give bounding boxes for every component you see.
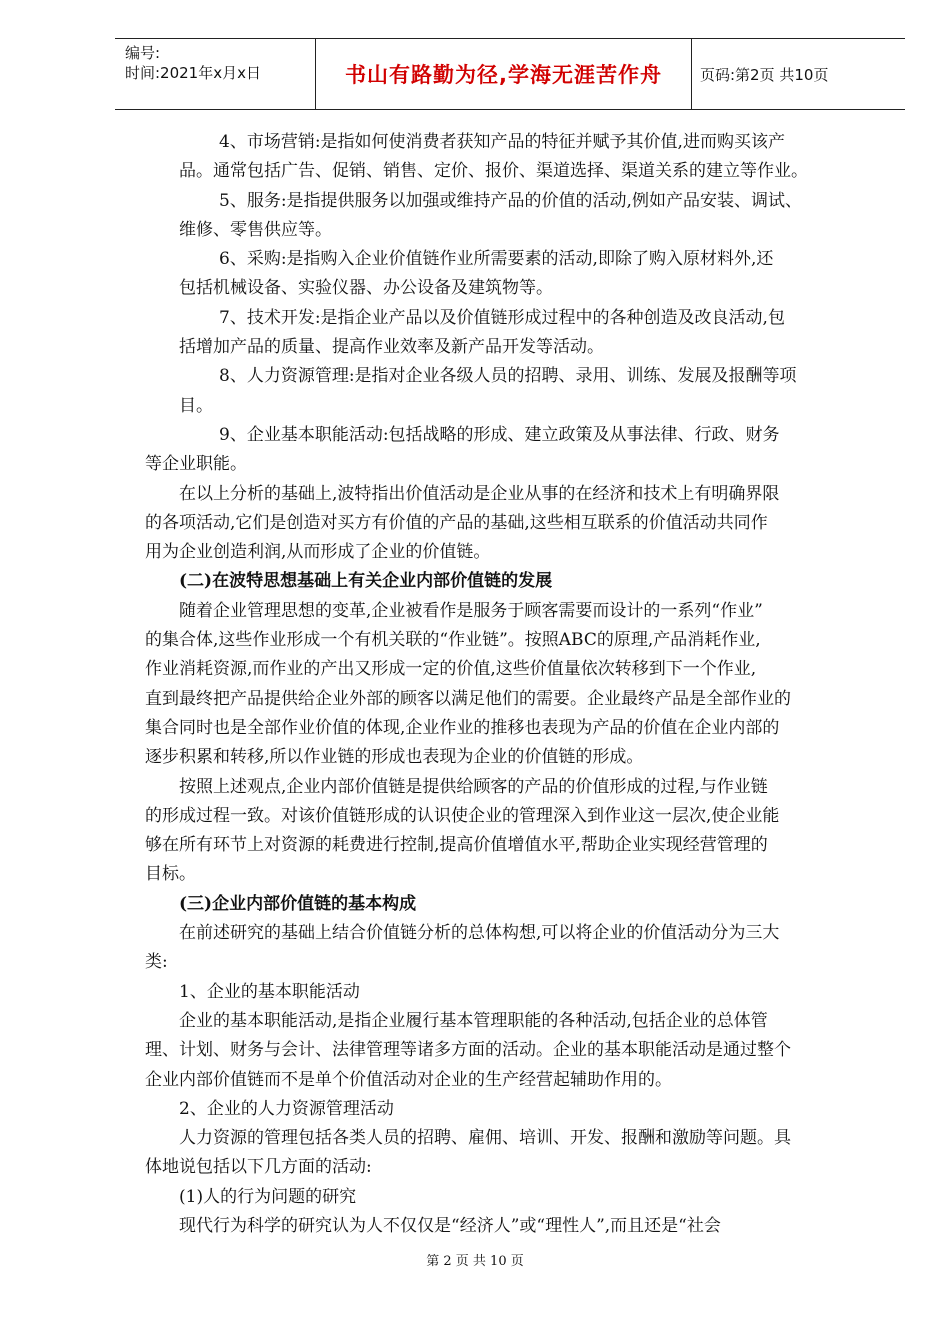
body-text-line: 4、市场营销:是指如何使消费者获知产品的特征并赋予其价值,进而购买该产 <box>219 132 785 152</box>
header-page-info-cell <box>700 39 905 109</box>
body-text-line: 在以上分析的基础上,波特指出价值活动是企业从事的在经济和技术上有明确界限 <box>179 483 780 504</box>
body-text-line: 8、人力资源管理:是指对企业各级人员的招聘、录用、训练、发展及报酬等项 <box>219 366 797 387</box>
body-text-line: 按照上述观点,企业内部价值链是提供给顾客的产品的价值形成的过程,与作业链 <box>179 776 768 797</box>
body-text-line: 等企业职能。 <box>145 454 247 475</box>
body-text-line: 的各项活动,它们是创造对买方有价值的产品的基础,这些相互联系的价值活动共同作 <box>145 512 768 533</box>
body-text-line: 括增加产品的质量、提高作业效率及新产品开发等活动。 <box>179 337 604 358</box>
header-meta <box>115 39 315 109</box>
body-text-line: 6、采购:是指购入企业价值链作业所需要素的活动,即除了购入原材料外,还 <box>219 249 774 270</box>
body-text-line: 类: <box>145 952 168 973</box>
body-text-line: 理、计划、财务与会计、法律管理等诸多方面的活动。企业的基本职能活动是通过整个 <box>145 1040 791 1061</box>
document-number-label: 编号: <box>125 44 161 62</box>
body-text-line: 人力资源的管理包括各类人员的招聘、雇佣、培训、开发、报酬和激励等问题。具 <box>179 1128 791 1149</box>
body-text-line: 体地说包括以下几方面的活动: <box>145 1157 372 1178</box>
body-text-line: 品。通常包括广告、促销、销售、定价、报价、渠道选择、渠道关系的建立等作业。 <box>179 161 808 182</box>
body-text-line: 企业的基本职能活动,是指企业履行基本管理职能的各种活动,包括企业的总体管 <box>179 1010 768 1031</box>
body-text-line: 5、服务:是指提供服务以加强或维持产品的价值的活动,例如产品安装、调试、 <box>219 190 802 211</box>
section-heading: (二)在波特思想基础上有关企业内部价值链的发展 <box>179 571 553 592</box>
body-text-line: 企业内部价值链而不是单个价值活动对企业的生产经营起辅助作用的。 <box>145 1069 672 1090</box>
body-text-line: 逐步积累和转移,所以作业链的形成也表现为企业的价值链的形成。 <box>145 747 644 768</box>
body-text-line: 目标。 <box>145 864 196 885</box>
body-text-line: 直到最终把产品提供给企业外部的顾客以满足他们的需要。企业最终产品是全部作业的 <box>145 688 791 709</box>
body-text-line: 9、企业基本职能活动:包括战略的形成、建立政策及从事法律、行政、财务 <box>219 424 780 445</box>
body-text-line: 1、企业的基本职能活动 <box>179 981 360 1002</box>
body-text-line: 7、技术开发:是指企业产品以及价值链形成过程中的各种创造及改良活动,包 <box>219 307 785 328</box>
page-footer: 第 2 页 共 10 页 <box>426 1254 524 1269</box>
body-text-line: 包括机械设备、实验仪器、办公设备及建筑物等。 <box>179 278 553 299</box>
body-text-line: 的形成过程一致。对该价值链形成的认识使企业的管理深入到作业这一层次,使企业能 <box>145 805 780 826</box>
body-text-line: 随着企业管理思想的变革,企业被看作是服务于顾客需要而设计的一系列“作业” <box>179 600 763 621</box>
body-text-line: 的集合体,这些作业形成一个有机关联的“作业链”。按照ABC的原理,产品消耗作业, <box>145 630 761 651</box>
body-text-line: 作业消耗资源,而作业的产出又形成一定的价值,这些价值量依次转移到下一个作业, <box>145 659 757 680</box>
header-motto: 书山有路勤为径,学海无涯苦作舟 <box>345 63 662 87</box>
body-text-line: 现代行为科学的研究认为人不仅仅是“经济人”或“理性人”,而且还是“社会 <box>179 1215 721 1236</box>
body-text-line: 用为企业创造利润,从而形成了企业的价值链。 <box>145 542 491 563</box>
section-heading: (三)企业内部价值链的基本构成 <box>179 893 417 914</box>
body-text-line: (1)人的行为问题的研究 <box>179 1186 357 1207</box>
header-motto-cell <box>315 39 692 109</box>
body-text-line: 2、企业的人力资源管理活动 <box>179 1098 394 1119</box>
document-time-label: 时间:2021年x月x日 <box>125 64 261 82</box>
document-body <box>145 128 880 1241</box>
header-page-info: 页码:第2页 共10页 <box>700 65 829 84</box>
body-text-line: 目。 <box>179 395 213 416</box>
body-text-line: 集合同时也是全部作业价值的体现,企业作业的推移也表现为产品的价值在企业内部的 <box>145 717 780 738</box>
page-header <box>115 38 905 110</box>
body-text-line: 在前述研究的基础上结合价值链分析的总体构想,可以将企业的价值活动分为三大 <box>179 923 780 944</box>
body-text-line: 维修、零售供应等。 <box>179 219 332 240</box>
body-text-line: 够在所有环节上对资源的耗费进行控制,提高价值增值水平,帮助企业实现经营管理的 <box>145 835 768 856</box>
